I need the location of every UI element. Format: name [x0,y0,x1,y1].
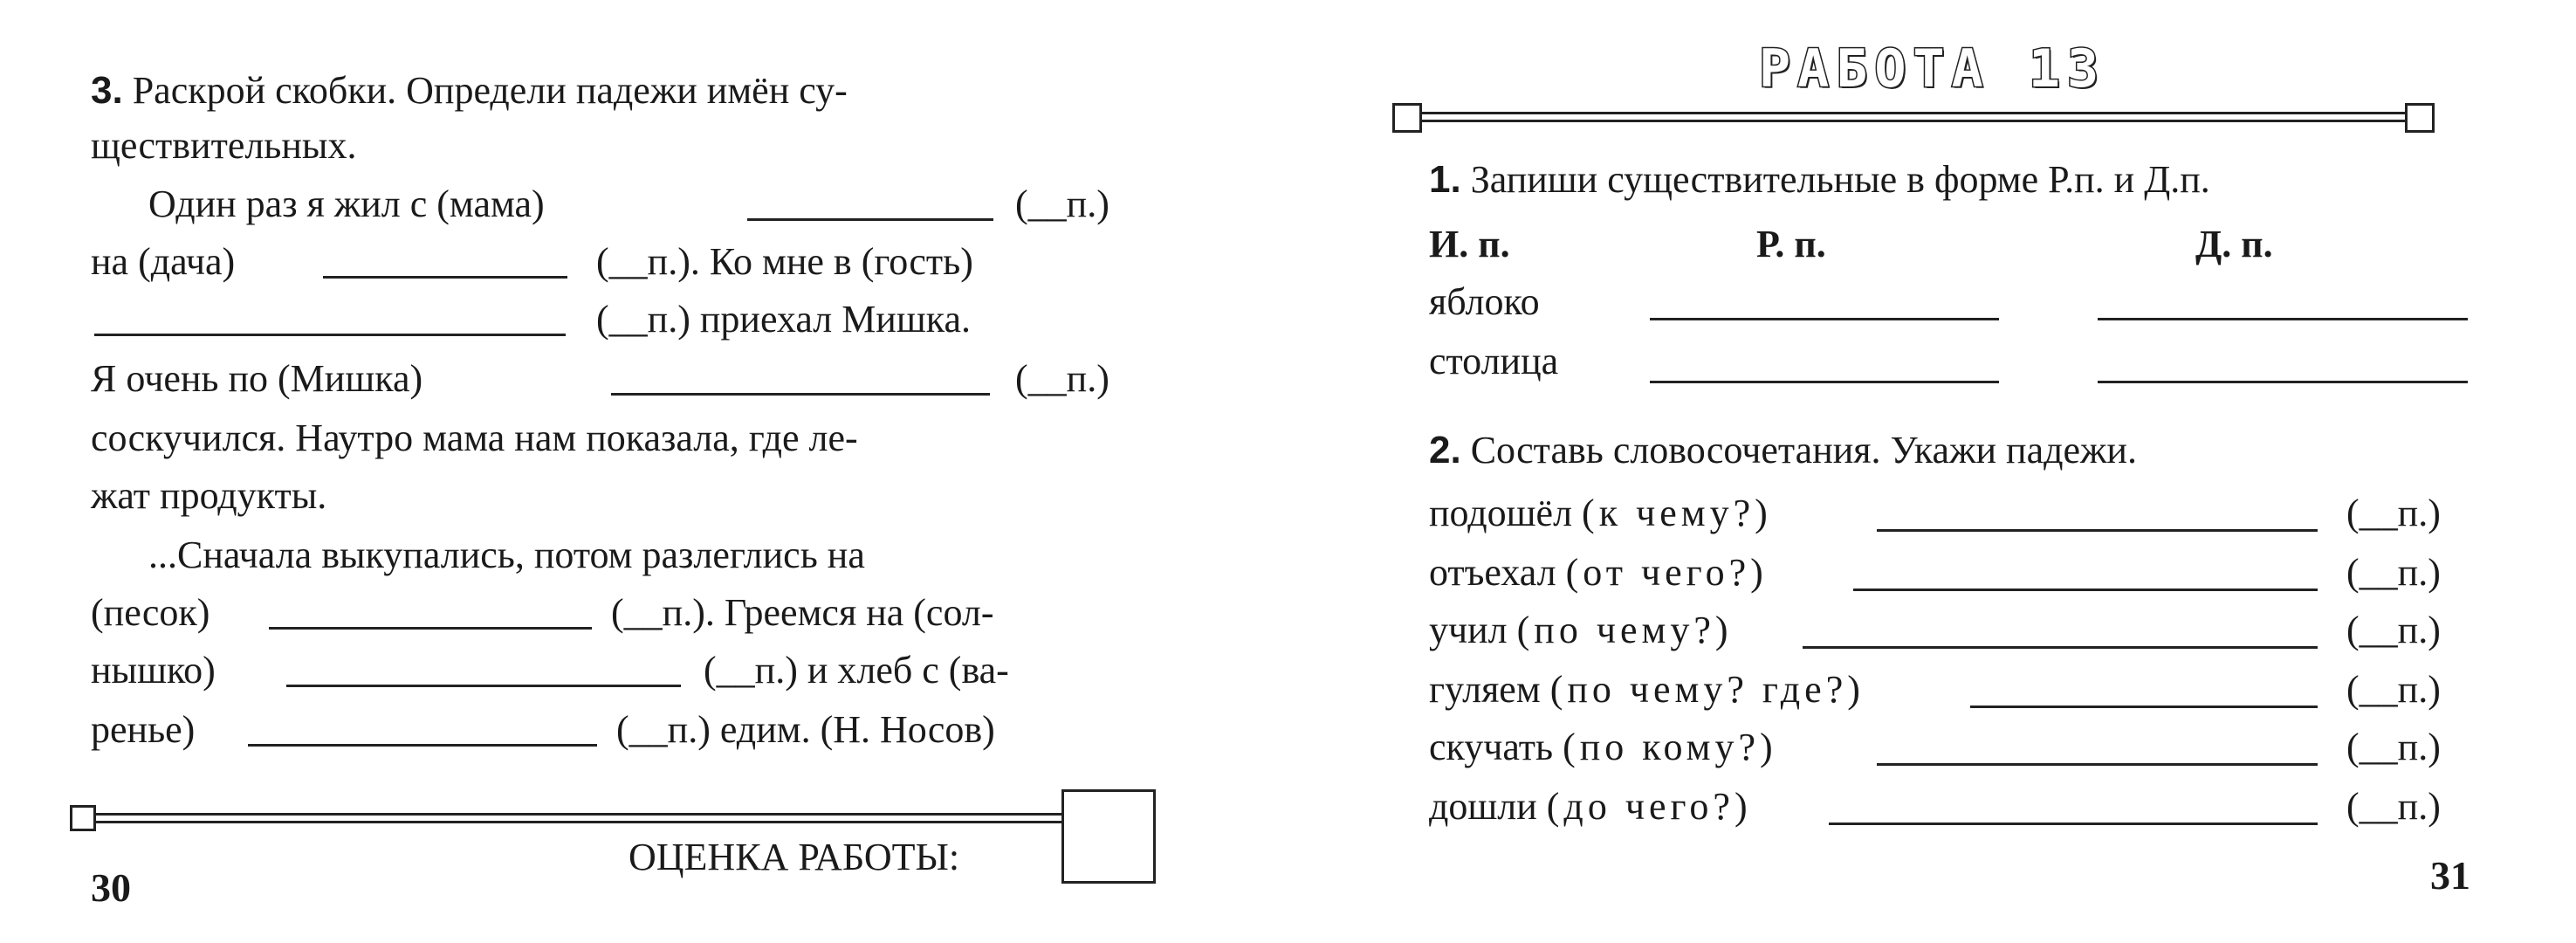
phrase-word: дошли [1429,785,1537,828]
phrase-word: учил [1429,609,1508,651]
case-slot: (__п.) [1015,357,1109,400]
case-slot: (__п.) [2346,492,2441,534]
phrase-row [1429,611,1733,650]
text-line: (__п.) и хлеб с (ва- [704,649,1009,692]
text-line: (__п.). Ко мне в (гость) [596,240,973,283]
phrase-question: (до чего?) [1546,785,1752,828]
text-line: жат продукты. [91,474,327,517]
double-rule [1420,112,2407,122]
phrase-word: подошёл [1429,492,1573,534]
dative-blank[interactable] [2098,318,2468,320]
task-title-cont: ществительных. [91,124,357,167]
phrase-row [1429,494,1772,533]
phrase-row [1429,551,1768,594]
answer-blank[interactable] [747,218,993,221]
grade-box[interactable] [1061,789,1156,884]
page-number: 30 [91,865,131,910]
phrase-question: (по чему?) [1516,609,1733,651]
answer-blank[interactable] [1829,823,2318,825]
task-number: 2. [1429,429,1461,472]
dative-blank[interactable] [2098,381,2468,383]
text-line: (__п.). Греемся на (сол- [611,591,994,634]
answer-blank[interactable] [248,744,597,747]
header-nominative: И. п. [1429,223,1510,265]
text-line: (__п.) приехал Мишка. [596,298,971,341]
text-line: ...Сначала выкупались, потом разлеглись на [148,533,865,576]
genitive-blank[interactable] [1650,381,1999,383]
case-slot: (__п.) [2346,726,2441,768]
phrase-question: (по кому?) [1563,726,1777,768]
text-line: на (дача) [91,240,236,283]
rule-end-square [1392,103,1422,133]
double-rule [94,813,1061,823]
phrase-row [1429,785,1752,828]
text-line: (__п.) едим. (Н. Носов) [616,708,995,751]
text-line: Один раз я жил с (мама) [148,182,545,225]
phrase-row [1429,668,1865,711]
answer-blank[interactable] [1970,706,2318,708]
rule-end-square [2405,103,2435,133]
text-line: Я очень по (Мишка) [91,357,423,400]
task-instruction: Запиши существительные в форме Р.п. и Д.п. [1470,158,2210,201]
answer-blank[interactable] [1877,763,2318,766]
phrase-row [1429,728,1777,767]
answer-blank[interactable] [611,393,990,396]
text-line: (песок) [91,591,210,634]
case-slot: (__п.) [2346,551,2441,594]
answer-blank[interactable] [1853,589,2318,591]
header-genitive: Р. п. [1756,223,1826,265]
text-line: нышко) [91,649,216,692]
header-dative: Д. п. [2195,223,2273,265]
task-3-heading [91,69,848,112]
phrase-word: гуляем [1429,668,1541,711]
right-page [1288,0,2576,943]
work-title: РАБОТА 13 [1759,38,2106,100]
case-slot: (__п.) [1015,182,1109,225]
genitive-blank[interactable] [1650,318,1999,320]
answer-blank[interactable] [94,334,566,336]
phrase-question: (от чего?) [1565,551,1768,594]
grade-label: ОЦЕНКА РАБОТЫ: [629,836,960,878]
answer-blank[interactable] [1803,646,2318,649]
rule-end-square [70,805,96,831]
task-instruction: Составь словосочетания. Укажи падежи. [1470,429,2137,472]
phrase-question: (по чему? где?) [1549,668,1865,711]
phrase-word: скучать [1429,726,1554,768]
word-label: яблоко [1429,280,1540,323]
answer-blank[interactable] [269,627,592,630]
case-slot: (__п.) [2346,668,2441,711]
phrase-word: отъехал [1429,551,1556,594]
task-number: 1. [1429,158,1461,201]
answer-blank[interactable] [1877,529,2318,532]
phrase-question: (к чему?) [1582,492,1772,534]
word-label: столица [1429,340,1559,382]
task-2-heading [1429,431,2137,470]
task-title: Раскрой скобки. Определи падежи имён су- [132,69,848,112]
text-line: соскучился. Наутро мама нам показала, где ле- [91,416,858,459]
page-number: 31 [2430,853,2470,898]
case-slot: (__п.) [2346,609,2441,651]
task-1-heading [1429,158,2210,201]
answer-blank[interactable] [286,685,681,687]
case-slot: (__п.) [2346,785,2441,828]
text-line: ренье) [91,708,196,751]
task-number: 3. [91,69,123,112]
answer-blank[interactable] [323,276,567,279]
